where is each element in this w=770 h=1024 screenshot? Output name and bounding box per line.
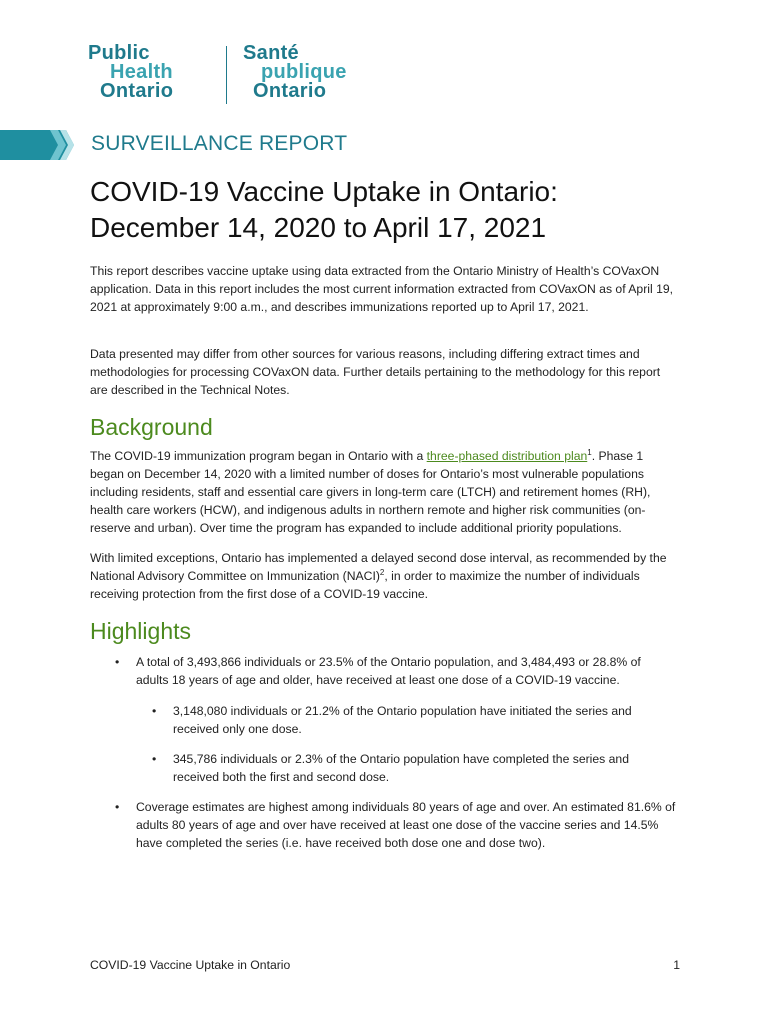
page-footer — [90, 958, 680, 972]
highlights-heading: Highlights — [90, 618, 191, 644]
report-type-label: SURVEILLANCE REPORT — [91, 132, 348, 155]
report-title: COVID-19 Vaccine Uptake in Ontario: December 14, 2020 to April 17, 2021 — [90, 176, 558, 243]
footnote-1-ref[interactable]: 1 — [587, 447, 592, 457]
bullet-icon: • — [115, 800, 120, 814]
intro-paragraph-1: This report describes vaccine uptake using data extracted from the Ontario Ministry of Health’s COVaxON application. Data in this report includes the most current information extracted from COVaxON as of April 19, 2021 at approximately 9:00 a.m., and describes immunizations reported up to April 17, 2021. — [90, 264, 674, 314]
logo-fr-line2: publique — [261, 61, 347, 83]
highlight-sub-bullet-1 — [152, 702, 673, 738]
logo-fr-line1: Santé — [243, 42, 299, 64]
page-number: 1 — [673, 958, 680, 972]
background-p2-text-cont: , in order to maximize the number of individuals receiving protection from the first dose of a COVID-19 vaccine. — [90, 569, 640, 601]
banner-chevron-graphic — [0, 130, 80, 160]
highlight-sub-bullet-2-text: 345,786 individuals or 2.3% of the Ontario population have completed the series and received both the first and second dose. — [173, 752, 629, 784]
highlight-bullet-1 — [115, 653, 676, 689]
logo-fr-line3: Ontario — [253, 80, 327, 102]
intro-paragraph-2: Data presented may differ from other sources for various reasons, including differing extract times and methodologies for processing COVaxON data. Further details pertaining to the methodology for this report are described in the Technical Notes. — [90, 347, 661, 397]
logo-en-line2: Health — [110, 61, 173, 83]
background-heading: Background — [90, 414, 213, 440]
highlight-bullet-1-text: A total of 3,493,866 individuals or 23.5% of the Ontario population, and 3,484,493 or 28.8% of adults 18 years of age and older, have received at least one dose of a COVID-19 vaccine. — [136, 655, 641, 687]
highlight-sub-bullet-1-text: 3,148,080 individuals or 21.2% of the Ontario population have initiated the series and received only one dose. — [173, 704, 632, 736]
footnote-2-ref[interactable]: 2 — [379, 567, 385, 577]
background-p2-text: With limited exceptions, Ontario has implemented a delayed second dose interval, as recommended by the National Advisory Committee on Immunization (NACI) — [90, 551, 667, 583]
highlight-sub-bullet-2 — [152, 750, 673, 786]
background-paragraph-1 — [90, 447, 680, 537]
footer-title: COVID-19 Vaccine Uptake in Ontario — [90, 958, 291, 972]
logo-french — [243, 44, 383, 101]
bullet-icon: • — [115, 655, 120, 669]
highlight-bullet-2-text: Coverage estimates are highest among individuals 80 years of age and over. An estimated 81.6% of adults 80 years of age and over have received at least one dose of the vaccine series and 14.5% have completed the series (i.e. have received both dose one and dose two). — [136, 800, 676, 850]
highlight-bullet-2 — [115, 798, 676, 852]
logo-en-line1: Public — [88, 42, 150, 64]
pho-logo — [88, 44, 388, 106]
background-p1-text-cont: . Phase 1 began on December 14, 2020 with a limited number of doses for Ontario’s most vulnerable populations including residents, staff and essential care givers in long-term care (LTCH) and retirement homes (RH), health care workers (HCW), and indigenous adults in northern remote and higher risk communities (on-reserve and urban). Over time the program has expanded to include additional priority populations. — [90, 449, 651, 535]
logo-divider — [226, 46, 227, 104]
bullet-icon: • — [152, 752, 157, 766]
background-paragraph-2 — [90, 549, 680, 603]
logo-en-line3: Ontario — [100, 80, 174, 102]
background-p1-text: The COVID-19 immunization program began in Ontario with a — [90, 449, 427, 463]
logo-english — [88, 44, 213, 101]
bullet-icon: • — [152, 704, 157, 718]
distribution-plan-link[interactable]: three-phased distribution plan — [426, 449, 588, 463]
